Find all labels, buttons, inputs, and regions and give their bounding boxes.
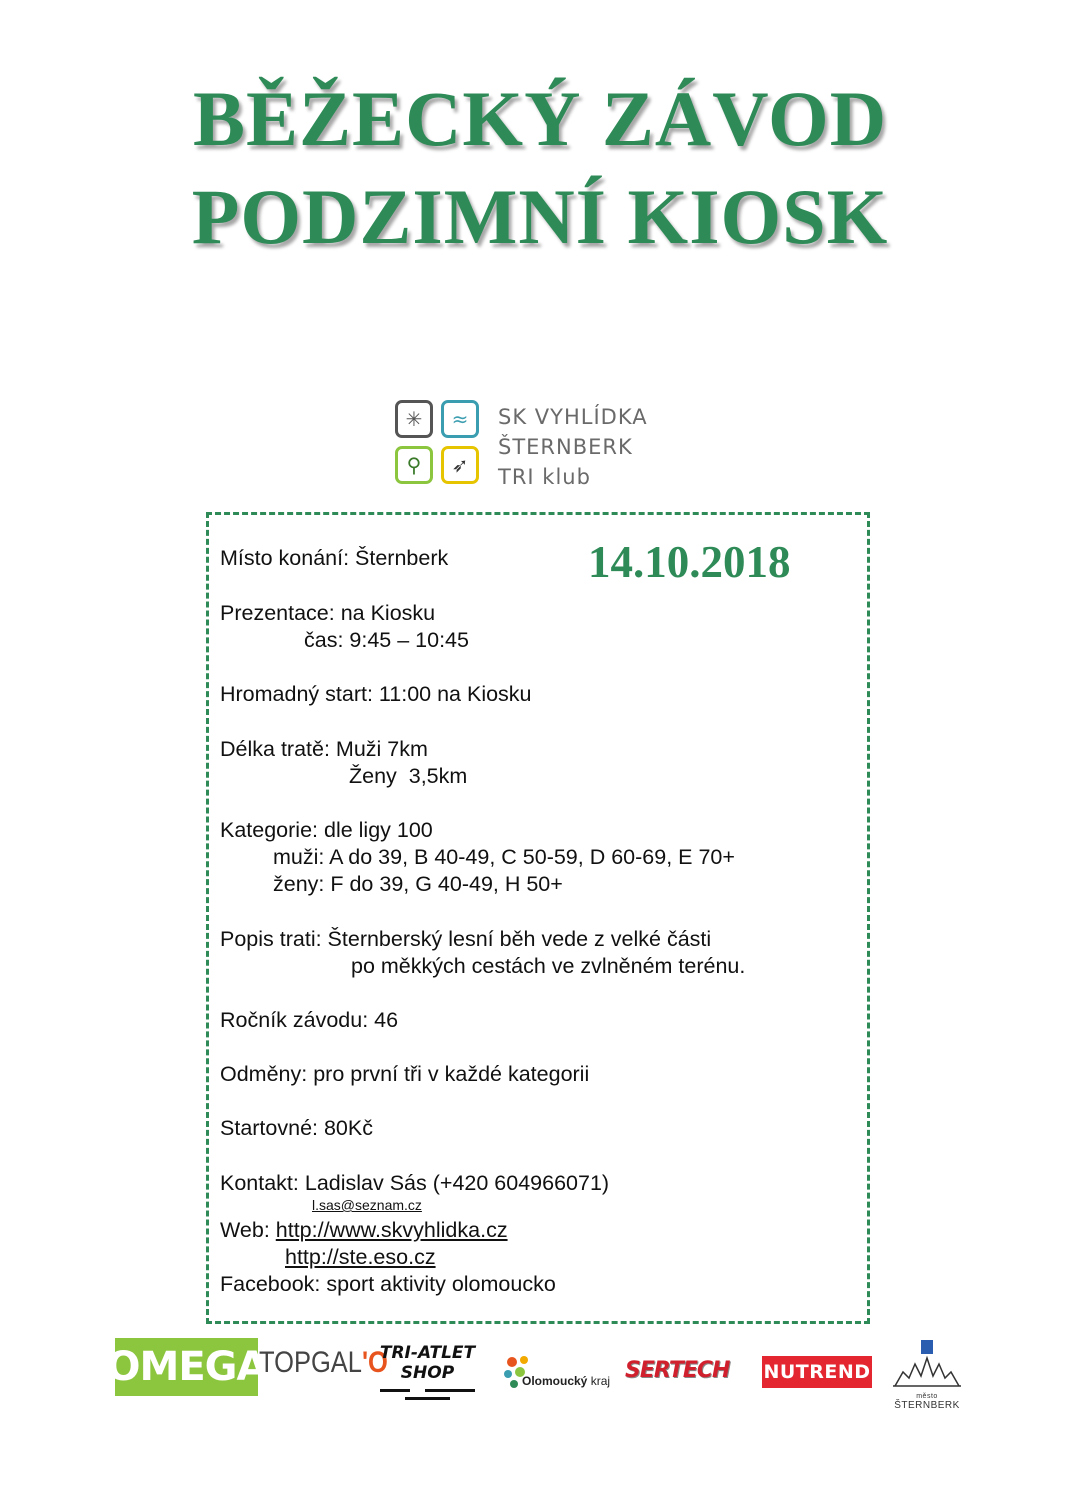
nutrend-logo: NUTREND — [762, 1356, 872, 1388]
city-skyline-icon — [893, 1338, 961, 1390]
swimmer-icon: ≈ — [441, 400, 479, 438]
sternberk-city-logo — [893, 1338, 961, 1411]
club-name-line-3: TRI klub — [498, 465, 591, 489]
tri-atlet-shop-logo — [370, 1343, 485, 1403]
omega-logo: OMEGA — [115, 1338, 258, 1396]
entry-fee: Startovné: 80Kč — [220, 1116, 373, 1140]
tri-atlet-bars-icon — [370, 1383, 485, 1403]
olomoucky-main: Olomoucký — [522, 1374, 588, 1388]
club-name — [498, 402, 648, 492]
tri-atlet-text: TRI-ATLET SHOP — [379, 1343, 476, 1383]
categories: Kategorie: dle ligy 100 — [220, 818, 433, 842]
event-date: 14.10.2018 — [588, 537, 791, 587]
mass-start: Hromadný start: 11:00 na Kiosku — [220, 682, 532, 706]
topgal-text: TOPGAL — [259, 1346, 362, 1379]
web-label: Web: — [220, 1218, 276, 1242]
title-line-2: PODZIMNÍ KIOSK — [191, 173, 889, 260]
sternberk-name: ŠTERNBERK — [894, 1400, 960, 1411]
sun-icon: ✳ — [395, 400, 433, 438]
contact: Kontakt: Ladislav Sás (+420 604966071) — [220, 1171, 610, 1195]
club-name-line-1: SK VYHLÍDKA — [498, 405, 648, 429]
runner-icon: ➶ — [441, 446, 479, 484]
olomoucky-label — [522, 1374, 610, 1388]
club-name-line-2: ŠTERNBERK — [498, 435, 633, 459]
facebook: Facebook: sport aktivity olomoucko — [220, 1272, 556, 1296]
registration-time: čas: 9:45 – 10:45 — [304, 628, 469, 652]
web-row — [220, 1217, 508, 1244]
track-description-2: po měkkých cestách ve zvlněném terénu. — [351, 954, 746, 978]
topgal-logo — [259, 1346, 388, 1380]
sertech-logo: SERTECH — [625, 1358, 730, 1383]
venue: Místo konání: Šternberk — [220, 546, 449, 570]
web-link-1[interactable]: http://www.skvyhlidka.cz — [275, 1218, 508, 1242]
olomoucky-sub: kraj — [590, 1374, 611, 1388]
edition: Ročník závodu: 46 — [220, 1008, 399, 1032]
registration: Prezentace: na Kiosku — [220, 601, 436, 625]
web-link-2[interactable]: http://ste.eso.cz — [285, 1245, 436, 1269]
sternberk-prefix: město — [916, 1393, 938, 1400]
olomoucky-kraj-logo — [500, 1352, 615, 1397]
sternberk-label — [893, 1393, 961, 1411]
topgal-mark-icon: 'O — [361, 1346, 388, 1379]
track-description-1: Popis trati: Šternberský lesní běh vede z velké části — [220, 927, 712, 951]
rewards: Odměny: pro první tři v každé kategorii — [220, 1062, 590, 1086]
categories-men: muži: A do 39, B 40-49, C 50-59, D 60-69, E 70+ — [273, 845, 735, 869]
title-line-1: BĚŽECKÝ ZÁVOD — [192, 75, 888, 162]
bicycle-icon: ⚲ — [395, 446, 433, 484]
track-length-men: Délka tratě: Muži 7km — [220, 737, 428, 761]
categories-women: ženy: F do 39, G 40-49, H 50+ — [273, 872, 563, 896]
contact-email[interactable]: l.sas@seznam.cz — [312, 1197, 422, 1213]
club-logo — [395, 400, 715, 492]
track-length-women: Ženy 3,5km — [349, 764, 468, 788]
